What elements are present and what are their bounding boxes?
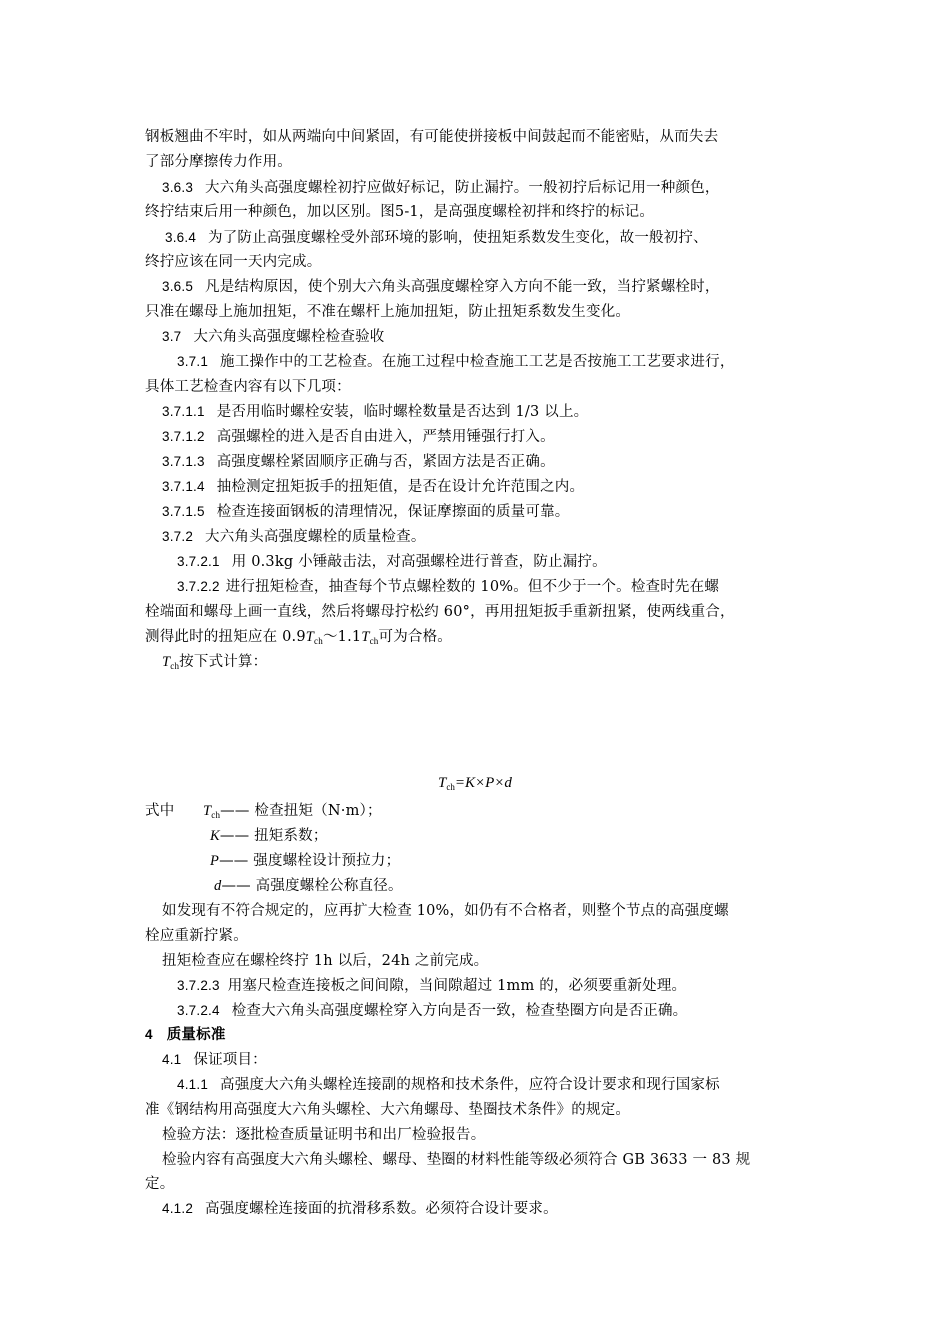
section-text: 抽检测定扭矩扳手的扭矩值，是否在设计允许范围之内。 — [216, 479, 585, 495]
tch-subscript: ch — [369, 636, 379, 646]
paragraph-line: 钢板翘曲不牢时，如从两端向中间紧固，有可能使拼接板中间鼓起而不能密贴，从而失去 — [145, 129, 719, 145]
section-number: 3.7.2 — [162, 529, 194, 544]
paragraph-line: 准《钢结构用高强度大六角头螺栓、大六角螺母、垫圈技术条件》的规定。 — [145, 1102, 631, 1118]
section-number: 4 — [145, 1027, 153, 1042]
section-3-7-1-3 — [162, 452, 555, 472]
section-3-6-5 — [162, 277, 720, 297]
tch-symbol: T — [438, 775, 447, 791]
section-number: 3.7.2.3 — [177, 978, 220, 993]
section-number: 3.7.1.1 — [162, 404, 205, 419]
calc-intro — [162, 652, 267, 676]
section-number: 3.7.1.2 — [162, 429, 205, 444]
section-text: 高强度大六角头螺栓连接副的规格和技术条件，应符合设计要求和现行国家标 — [220, 1077, 720, 1093]
definition-text: —— 强度螺栓设计预拉力； — [219, 853, 401, 869]
paragraph-line: 扭矩检查应在螺栓终拧 1h 以后，24h 之前完成。 — [162, 953, 489, 969]
section-text: 用 0.3kg 小锤敲击法，对高强螺栓进行普查，防止漏拧。 — [231, 554, 607, 570]
section-text: 检查连接面钢板的清理情况，保证摩擦面的质量可靠。 — [216, 504, 570, 520]
d-symbol: d — [214, 878, 222, 894]
definition-text: —— 扭矩系数； — [219, 828, 328, 844]
where-p — [210, 851, 400, 871]
section-text: 大六角头高强度螺栓的质量检查。 — [205, 529, 426, 545]
section-text: 高强螺栓的进入是否自由进入，严禁用锤强行打入。 — [216, 429, 555, 445]
section-number: 3.7.1.5 — [162, 504, 205, 519]
section-3-6-4 — [165, 228, 708, 248]
section-number: 4.1.1 — [177, 1077, 209, 1092]
section-number: 3.7.2.4 — [177, 1003, 220, 1018]
definition-text: —— 高强度螺栓公称直径。 — [221, 878, 403, 894]
where-label: 式中 — [145, 803, 175, 819]
section-text: 施工操作中的工艺检查。在施工过程中检查施工工艺是否按施工工艺要求进行， — [220, 354, 735, 370]
section-number: 3.7.1.4 — [162, 479, 205, 494]
where-tch — [203, 801, 382, 825]
torque-formula — [0, 773, 950, 797]
section-text: 检查大六角头高强度螺栓穿入方向是否一致，检查垫圈方向是否正确。 — [231, 1003, 688, 1019]
text-span: 测得此时的扭矩应在 0.9 — [145, 629, 306, 645]
section-text: 保证项目： — [193, 1052, 267, 1068]
section-text: 为了防止高强度螺栓受外部环境的影响，使扭矩系数发生变化，故一般初拧、 — [208, 230, 708, 246]
where-d — [214, 876, 403, 896]
section-4-1-1 — [177, 1075, 720, 1095]
paragraph-line: 终拧应该在同一天内完成。 — [145, 254, 322, 270]
text-span: 按下式计算： — [179, 654, 268, 670]
tch-subscript: ch — [211, 810, 221, 820]
section-3-6-3 — [162, 178, 720, 198]
section-text: 高强度螺栓紧固顺序正确与否，紧固方法是否正确。 — [216, 454, 555, 470]
where-k — [210, 826, 328, 846]
section-number: 3.7.2.1 — [177, 554, 220, 569]
tch-symbol: T — [361, 629, 370, 645]
section-3-7-1-1 — [162, 402, 588, 422]
section-3-7-2 — [162, 527, 426, 547]
paragraph-line: 检验方法：逐批检查质量证明书和出厂检验报告。 — [162, 1127, 486, 1143]
paragraph-line — [145, 627, 452, 651]
tch-subscript: ch — [314, 636, 323, 646]
section-number: 3.7 — [162, 329, 182, 344]
section-text: 是否用临时螺栓安装，临时螺栓数量是否达到 1/3 以上。 — [216, 404, 589, 420]
paragraph-line: 检验内容有高强度大六角头螺栓、螺母、垫圈的材料性能等级必须符合 GB 3633 一 83 规 — [162, 1152, 751, 1168]
section-number: 3.7.2.2 — [177, 579, 220, 594]
section-number: 3.6.4 — [165, 230, 197, 245]
section-number: 4.1.2 — [162, 1201, 194, 1216]
p-symbol: P — [210, 853, 220, 869]
section-number: 3.7.1.3 — [162, 454, 205, 469]
section-text: 大六角头高强度螺栓初拧应做好标记，防止漏拧。一般初拧后标记用一种颜色， — [205, 180, 720, 196]
section-3-7 — [162, 327, 384, 347]
paragraph-line: 具体工艺检查内容有以下几项： — [145, 379, 351, 395]
section-3-7-1-4 — [162, 477, 584, 497]
section-text: 高强度螺栓连接面的抗滑移系数。必须符合设计要求。 — [205, 1201, 558, 1217]
section-3-7-2-4 — [177, 1001, 687, 1021]
section-text: 大六角头高强度螺栓检查验收 — [193, 329, 385, 345]
section-text: 质量标准 — [166, 1026, 226, 1043]
section-number: 4.1 — [162, 1052, 182, 1067]
section-number: 3.6.3 — [162, 180, 194, 195]
section-4-1-2 — [162, 1199, 558, 1219]
paragraph-line: 了部分摩擦传力作用。 — [145, 154, 292, 170]
section-3-7-1-2 — [162, 427, 555, 447]
tch-symbol: T — [203, 803, 212, 819]
section-text: 进行扭矩检查，抽查每个节点螺栓数的 10%。但不少于一个。检查时先在螺 — [225, 579, 720, 595]
section-3-7-2-3 — [177, 976, 686, 996]
formula-rhs: =K×P×d — [454, 775, 512, 791]
definition-text: —— 检查扭矩（N·m）； — [220, 803, 382, 819]
paragraph-line: 定。 — [145, 1176, 175, 1192]
section-4-heading — [145, 1025, 226, 1045]
section-3-7-1 — [177, 352, 735, 372]
k-symbol: K — [210, 828, 220, 844]
section-3-7-2-1 — [177, 552, 607, 572]
tch-subscript: ch — [170, 661, 180, 671]
text-span: 可为合格。 — [378, 629, 452, 645]
tch-subscript: ch — [446, 782, 455, 792]
section-text: 凡是结构原因，使个别大六角头高强度螺栓穿入方向不能一致，当拧紧螺栓时， — [205, 279, 720, 295]
paragraph-line: 栓应重新拧紧。 — [145, 928, 248, 944]
tch-symbol: T — [162, 654, 171, 670]
paragraph-line: 如发现有不符合规定的，应再扩大检查 10%，如仍有不合格者，则整个节点的高强度螺 — [162, 903, 729, 919]
paragraph-line: 栓端面和螺母上画一直线，然后将螺母拧松约 60°，再用扭矩扳手重新扭紧，使两线重合， — [145, 604, 735, 620]
section-number: 3.7.1 — [177, 354, 209, 369]
section-number: 3.6.5 — [162, 279, 194, 294]
text-span: ～1.1 — [322, 629, 362, 645]
section-3-7-2-2 — [177, 577, 719, 597]
paragraph-line: 只准在螺母上施加扭矩，不准在螺杆上施加扭矩，防止扭矩系数发生变化。 — [145, 304, 631, 320]
tch-symbol: T — [305, 629, 315, 645]
paragraph-line: 终拧结束后用一种颜色，加以区别。图5-1，是高强度螺栓初拌和终拧的标记。 — [145, 204, 655, 220]
section-4-1 — [162, 1050, 267, 1070]
section-3-7-1-5 — [162, 502, 570, 522]
section-text: 用塞尺检查连接板之间间隙，当间隙超过 1mm 的，必须要重新处理。 — [227, 978, 687, 994]
